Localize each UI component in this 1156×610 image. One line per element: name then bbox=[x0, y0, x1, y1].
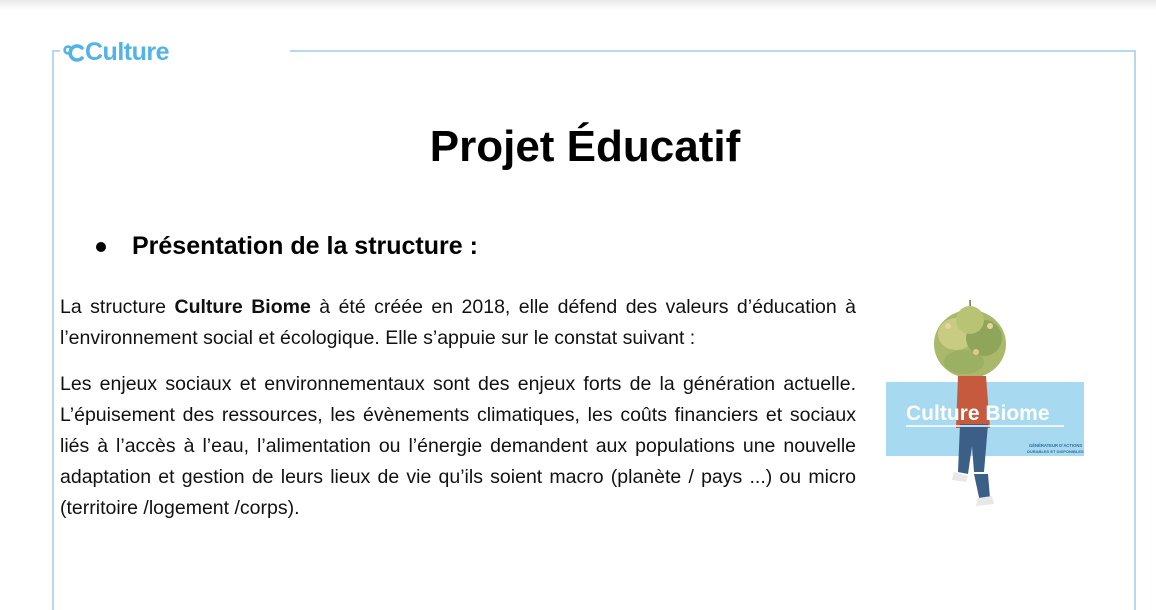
culture-logo-text: Culture bbox=[85, 37, 169, 66]
bullet-icon bbox=[96, 242, 106, 252]
section-heading-item bbox=[96, 232, 478, 261]
poster-tagline-1: GÉNÉRATEUR D’ACTIONS bbox=[1029, 443, 1083, 448]
paragraph-intro bbox=[60, 292, 856, 354]
poster-tagline-2: DURABLES ET DISPONIBLES bbox=[1027, 449, 1084, 454]
plant-bouquet bbox=[934, 300, 1006, 378]
culture-logo-icon bbox=[62, 41, 84, 63]
window-top-shadow bbox=[0, 0, 1156, 10]
poster-brand: Culture Biome bbox=[906, 402, 1050, 425]
structure-name: Culture Biome bbox=[174, 296, 311, 318]
page-title: Projet Éducatif bbox=[429, 122, 741, 171]
paragraph-intro-end: à été créée en 2018, elle défend des valeurs d’éducation à l’environnement social et écologique. Elle s’appuie sur le constat suivant : bbox=[60, 296, 856, 349]
section-heading: Présentation de la structure : bbox=[132, 232, 478, 260]
culture-biome-poster-image bbox=[886, 296, 1084, 510]
paragraph-intro-start: La structure bbox=[60, 296, 175, 318]
page-frame-top-left bbox=[52, 50, 60, 52]
page-frame-top bbox=[290, 50, 1136, 52]
paragraph-context: Les enjeux sociaux et environnementaux sont des enjeux forts de la génération actuelle. L’épuisement des ressources, les évènements climatiques, les coûts financiers et sociaux liés à l’accès à l’eau, l’alimentation ou l’énergie demandent aux populations une nouvelle adaptation et gestion de leurs lieux de vie qu’ils soient macro (planète / pays ...) ou micro (territoire /logement /corps). bbox=[60, 373, 856, 519]
culture-logo bbox=[62, 36, 169, 68]
